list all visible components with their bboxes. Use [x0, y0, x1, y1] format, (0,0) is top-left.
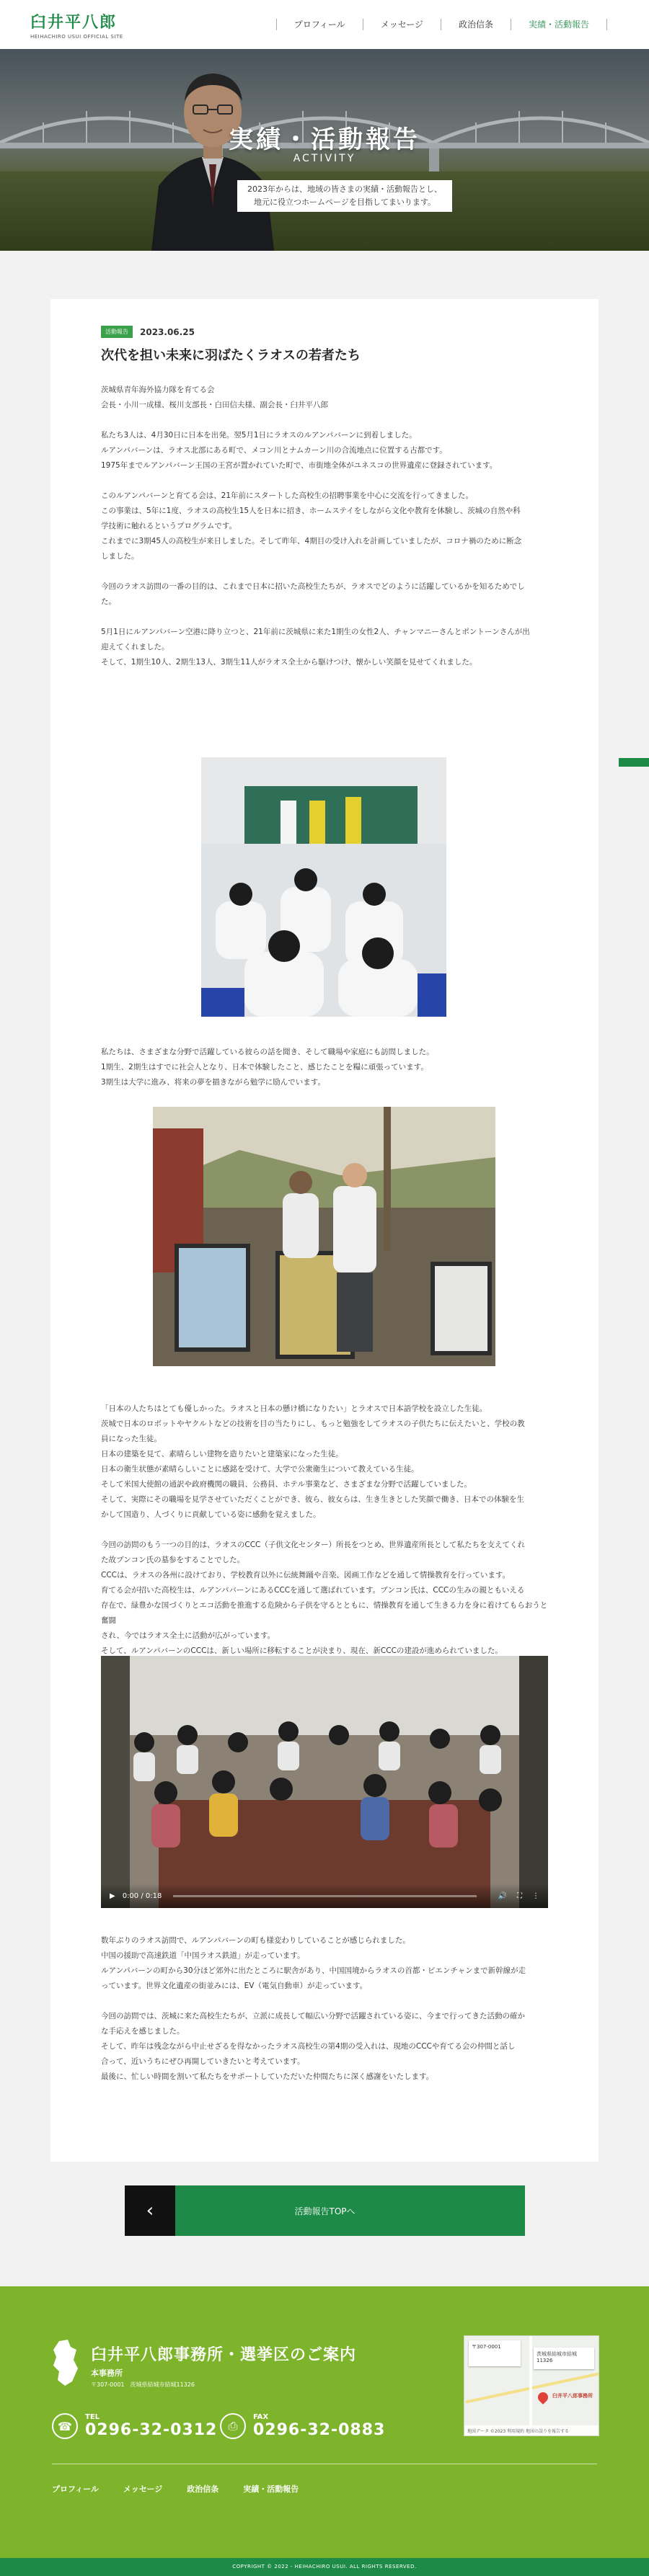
nav-profile[interactable]: プロフィール	[276, 19, 363, 30]
map-popup-address: 茨城県結城市結城11326	[537, 2351, 577, 2363]
classroom-illustration	[201, 757, 446, 1017]
paragraph-line: た。	[101, 597, 116, 606]
paragraph-line: 「日本の人たちはとても優しかった。ラオスと日本の懸け橋になりたい」とラオスで日本語学校を設立した生徒。	[101, 1404, 487, 1413]
paragraph-line: 1975年までルアンパバーン王国の王宮が置かれていた町で、市街地全体がユネスコの世界遺産に登録されています。	[101, 461, 498, 470]
video-time: 0:00 / 0:18	[122, 1891, 162, 1900]
fax-label: FAX	[253, 2413, 269, 2421]
paragraph-line: た故ブンコン氏の墓参をすることでした。	[101, 1556, 245, 1564]
fax-contact	[220, 2413, 385, 2439]
nav-activity[interactable]: 実績・活動報告	[511, 19, 607, 30]
phone-icon: ☎	[52, 2413, 78, 2439]
footer-title: 臼井平八郎事務所・選挙区のご案内	[91, 2346, 357, 2364]
paragraph-line: この事業は、5年に1度、ラオスの高校生15人を日本に招き、ホームステイをしながら文化や教育を体験し、茨城の自然や科	[101, 507, 521, 515]
footer-nav-message[interactable]: メッセージ	[123, 2484, 163, 2494]
article-card	[50, 299, 599, 2162]
article-meta	[101, 326, 548, 338]
hero-banner	[0, 49, 649, 251]
paragraph-line: CCCは、ラオスの各州に設けており、学校教育以外に伝統舞踊や音楽、図画工作などを通して情操教育を行っています。	[101, 1571, 511, 1579]
paragraph-students	[101, 1401, 548, 1523]
paragraph-visits	[101, 1045, 548, 1090]
paragraph-line: 日本の衛生状態が素晴らしいことに感銘を受けて、大学で公衆衛生について教えている生徒。	[101, 1465, 419, 1474]
play-icon[interactable]: ▶	[110, 1891, 115, 1900]
fax-icon: ⎙	[220, 2413, 246, 2439]
article-body-4	[101, 1933, 548, 2100]
map-info-card-2	[534, 2348, 594, 2369]
hero-lead-line-2: 地元に役立つホームページを目指してまいります。	[254, 197, 436, 207]
paragraph-conclusion	[101, 2009, 548, 2085]
paragraph-line: 3期生は大学に進み、将来の夢を描きながら勉学に励んでいます。	[101, 1078, 325, 1087]
map-popup-postal: 〒307-0001	[472, 2344, 501, 2350]
video-frame-illustration	[101, 1656, 548, 1908]
paragraph-line: 存在で、緑豊かな国づくりとエコ活動を推進する危険から子供を守るとともに、情操教育を通して生きる力を身に着けてもらおうと奮闘	[101, 1601, 548, 1625]
post-title: 次代を担い未来に羽ばたくラオスの若者たち	[101, 348, 361, 363]
site-footer	[0, 2286, 649, 2576]
paragraph-line: 1期生、2期生はすでに社会人となり、日本で体験したこと、感じたことを糧に頑張っています。	[101, 1063, 428, 1071]
paragraph-line: そして、実際にその職場を見学させていただくことができ、彼ら、彼女らは、生き生きとした笑顔で働き、日本での体験を生	[101, 1495, 524, 1504]
tel-label: TEL	[85, 2413, 100, 2421]
paragraph-line: しました。	[101, 552, 139, 561]
paragraph-line: 私たちは、さまざまな分野で活躍している彼らの話を聞き、そして職場や家庭にも訪問しました。	[101, 1048, 434, 1056]
global-nav	[276, 19, 607, 30]
office-map[interactable]	[464, 2335, 599, 2436]
category-badge: 活動報告	[101, 326, 133, 338]
paragraph-line: 茨城県青年海外協力隊を育てる会	[101, 385, 215, 394]
paragraph-line: 会長・小川一成様、桜川支部長・白田信夫様、副会長・臼井平八郎	[101, 401, 328, 409]
paragraph-ccc	[101, 1538, 548, 1659]
chevron-left-icon: ‹	[125, 2185, 175, 2236]
paragraph-line: ルアンパバーンの町から30分ほど郊外に出たところに駅舎があり、中国国境からラオスの首都・ビエンチャンまで新幹線が走	[101, 1966, 526, 1975]
paragraph-line: 員になった生徒。	[101, 1435, 162, 1443]
map-info-card	[469, 2340, 521, 2366]
site-logo[interactable]	[30, 10, 123, 40]
paragraph-line: 今回の訪問のもう一つの目的は、ラオスのCCC（子供文化センター）所長をつとめ、世界遺産所長として私たちを支えてくれ	[101, 1541, 526, 1549]
paragraph-line: 茨城で日本のロボットやヤクルトなどの技術を目の当たりにし、もっと勉強をしてラオスの子供たちに伝えたいと、学校の教	[101, 1420, 525, 1428]
paragraph-line: 迎えてくれました。	[101, 643, 169, 651]
paragraph-line: っています。世界文化遺産の街並みには、EV（電気自動車）が走っています。	[101, 1982, 368, 1990]
paragraph-changes	[101, 1933, 548, 1994]
page-title: 実績・活動報告	[229, 125, 420, 154]
post-date: 2023.06.25	[140, 326, 195, 337]
footer-nav-policy[interactable]: 政治信条	[187, 2484, 219, 2494]
nav-policy[interactable]: 政治信条	[441, 19, 511, 30]
volume-icon[interactable]: 🔊	[498, 1891, 507, 1900]
paragraph-line: 数年ぶりのラオス訪問で、ルアンパバーンの町も様変わりしていることが感じられました。	[101, 1936, 410, 1945]
video-controls	[101, 1884, 548, 1908]
copyright: COPYRIGHT © 2022 - HEIHACHIRO USUI. ALL RIGHTS RESERVED.	[0, 2558, 649, 2576]
article-body	[101, 326, 548, 685]
site-header	[0, 0, 649, 49]
video-progress-bar[interactable]	[173, 1895, 476, 1897]
paragraph-program	[101, 489, 548, 564]
logo-sub-text: HEIHACHIRO USUI OFFICIAL SITE	[30, 33, 123, 40]
page-subtitle: ACTIVITY	[293, 153, 356, 164]
back-to-activity-top-button[interactable]	[125, 2185, 525, 2236]
paragraph-line: 中国の援助で高速鉄道「中国ラオス鉄道」が走っています。	[101, 1951, 305, 1960]
video-player[interactable]	[101, 1656, 548, 1908]
paragraph-line: 今回のラオス訪問の一番の目的は、これまで日本に招いた高校生たちが、ラオスでどのように活躍しているかを知るためでし	[101, 582, 525, 591]
paragraph-line: 日本の建築を見て、素晴らしい建物を造りたいと建築家になった生徒。	[101, 1450, 343, 1458]
tel-contact[interactable]	[52, 2413, 217, 2439]
office-name: 本事務所	[91, 2368, 123, 2378]
paragraph-line: 合って、近いうちにぜひ再開していきたいと考えています。	[101, 2057, 305, 2066]
paragraph-line: そして、1期生10人、2期生13人、3期生11人がラオス全土から駆けつけ、懐かしい笑顔を見せてくれました。	[101, 658, 477, 667]
logo-main-text: 臼井平八郎	[30, 13, 118, 32]
back-button-label: 活動報告TOPへ	[294, 2206, 356, 2216]
paragraph-line: 私たち3人は、4月30日に日本を出発。翌5月1日にラオスのルアンパバーンに到着しました。	[101, 431, 417, 440]
article-body-3	[101, 1401, 548, 1674]
more-options-icon[interactable]: ⋮	[532, 1891, 539, 1900]
paragraph-line: 5月1日にルアンパバーン空港に降り立つと、21年前に茨城県に来た1期生の女性2人、チャンマニーさんとポントーンさんが出	[101, 628, 530, 636]
paragraph-line: ルアンパバーンは、ラオス北部にある町で、メコン川とナムカーン川の合流地点に位置する古都です。	[101, 446, 447, 455]
paragraph-members	[101, 383, 548, 413]
paintings-photo	[153, 1107, 495, 1366]
paragraph-line: かして国造り、人づくりに貢献している姿に感動を覚えました。	[101, 1510, 321, 1519]
paragraph-line: 育てる会が招いた高校生は、ルアンパバーンにあるCCCを通して選ばれています。ブンコン氏は、CCCの生みの親ともいえる	[101, 1586, 525, 1595]
paragraph-arrival	[101, 428, 548, 473]
hero-lead	[237, 180, 452, 212]
paragraph-line: 学技術に触れるというプログラムです。	[101, 522, 237, 530]
map-pin-icon[interactable]	[536, 2390, 550, 2405]
article-body-2	[101, 1045, 548, 1105]
paragraph-line: な手応えを感じました。	[101, 2027, 185, 2036]
paragraph-line: 最後に、忙しい時間を割いて私たちをサポートしていただいた仲間たちに深く感謝をいたします。	[101, 2072, 434, 2081]
paragraph-line: され、今ではラオス全土に活動が広がっています。	[101, 1631, 275, 1640]
paragraph-reunion	[101, 625, 548, 670]
prefecture-map-icon	[52, 2340, 78, 2386]
fullscreen-icon[interactable]: ⛶	[517, 1891, 522, 1900]
paintings-illustration	[153, 1107, 495, 1366]
hero-lead-line-1: 2023年からは、地域の皆さまの実績・活動報告とし、	[247, 184, 442, 194]
paragraph-purpose	[101, 579, 548, 610]
classroom-photo	[201, 757, 446, 1017]
paragraph-line: そして、ルアンパバーンのCCCは、新しい場所に移転することが決まり、現在、新CCCの建設が進められていました。	[101, 1646, 503, 1655]
footer-nav-activity[interactable]: 実績・活動報告	[243, 2484, 299, 2494]
paragraph-line: これまでに3期45人の高校生が来日しました。そして昨年、4期目の受け入れを計画していましたが、コロナ禍のために断念	[101, 537, 522, 545]
office-address: 〒307-0001 茨城県結城市結城11326	[91, 2381, 195, 2388]
paragraph-line: そして、昨年は残念ながら中止せざるを得なかったラオス高校生の第4期の受入れは、現地のCCCや育てる会の仲間と話し	[101, 2042, 516, 2051]
footer-nav	[52, 2483, 323, 2495]
fax-number: 0296-32-0883	[253, 2421, 386, 2439]
map-road	[529, 2336, 532, 2436]
paragraph-line: そして米国大使館の通訳や政府機関の職員、公務員、ホテル事業など、さまざまな分野で活躍していました。	[101, 1480, 472, 1489]
nav-message[interactable]: メッセージ	[363, 19, 441, 30]
map-attribution: 地図データ ©2023 利用規約 地図の誤りを報告する	[464, 2425, 599, 2435]
tel-number: 0296-32-0312	[85, 2421, 218, 2439]
side-tab[interactable]	[619, 758, 649, 767]
map-place-label: 臼井平八郎事務所	[552, 2393, 593, 2399]
paragraph-line: このルアンパバーンと育てる会は、21年前にスタートした高校生の招聘事業を中心に交流を行ってきました。	[101, 491, 473, 500]
footer-nav-profile[interactable]: プロフィール	[52, 2484, 99, 2494]
paragraph-line: 今回の訪問では、茨城に来た高校生たちが、立派に成長して幅広い分野で活躍されている姿に、今まで行ってきた活動の確か	[101, 2012, 525, 2020]
